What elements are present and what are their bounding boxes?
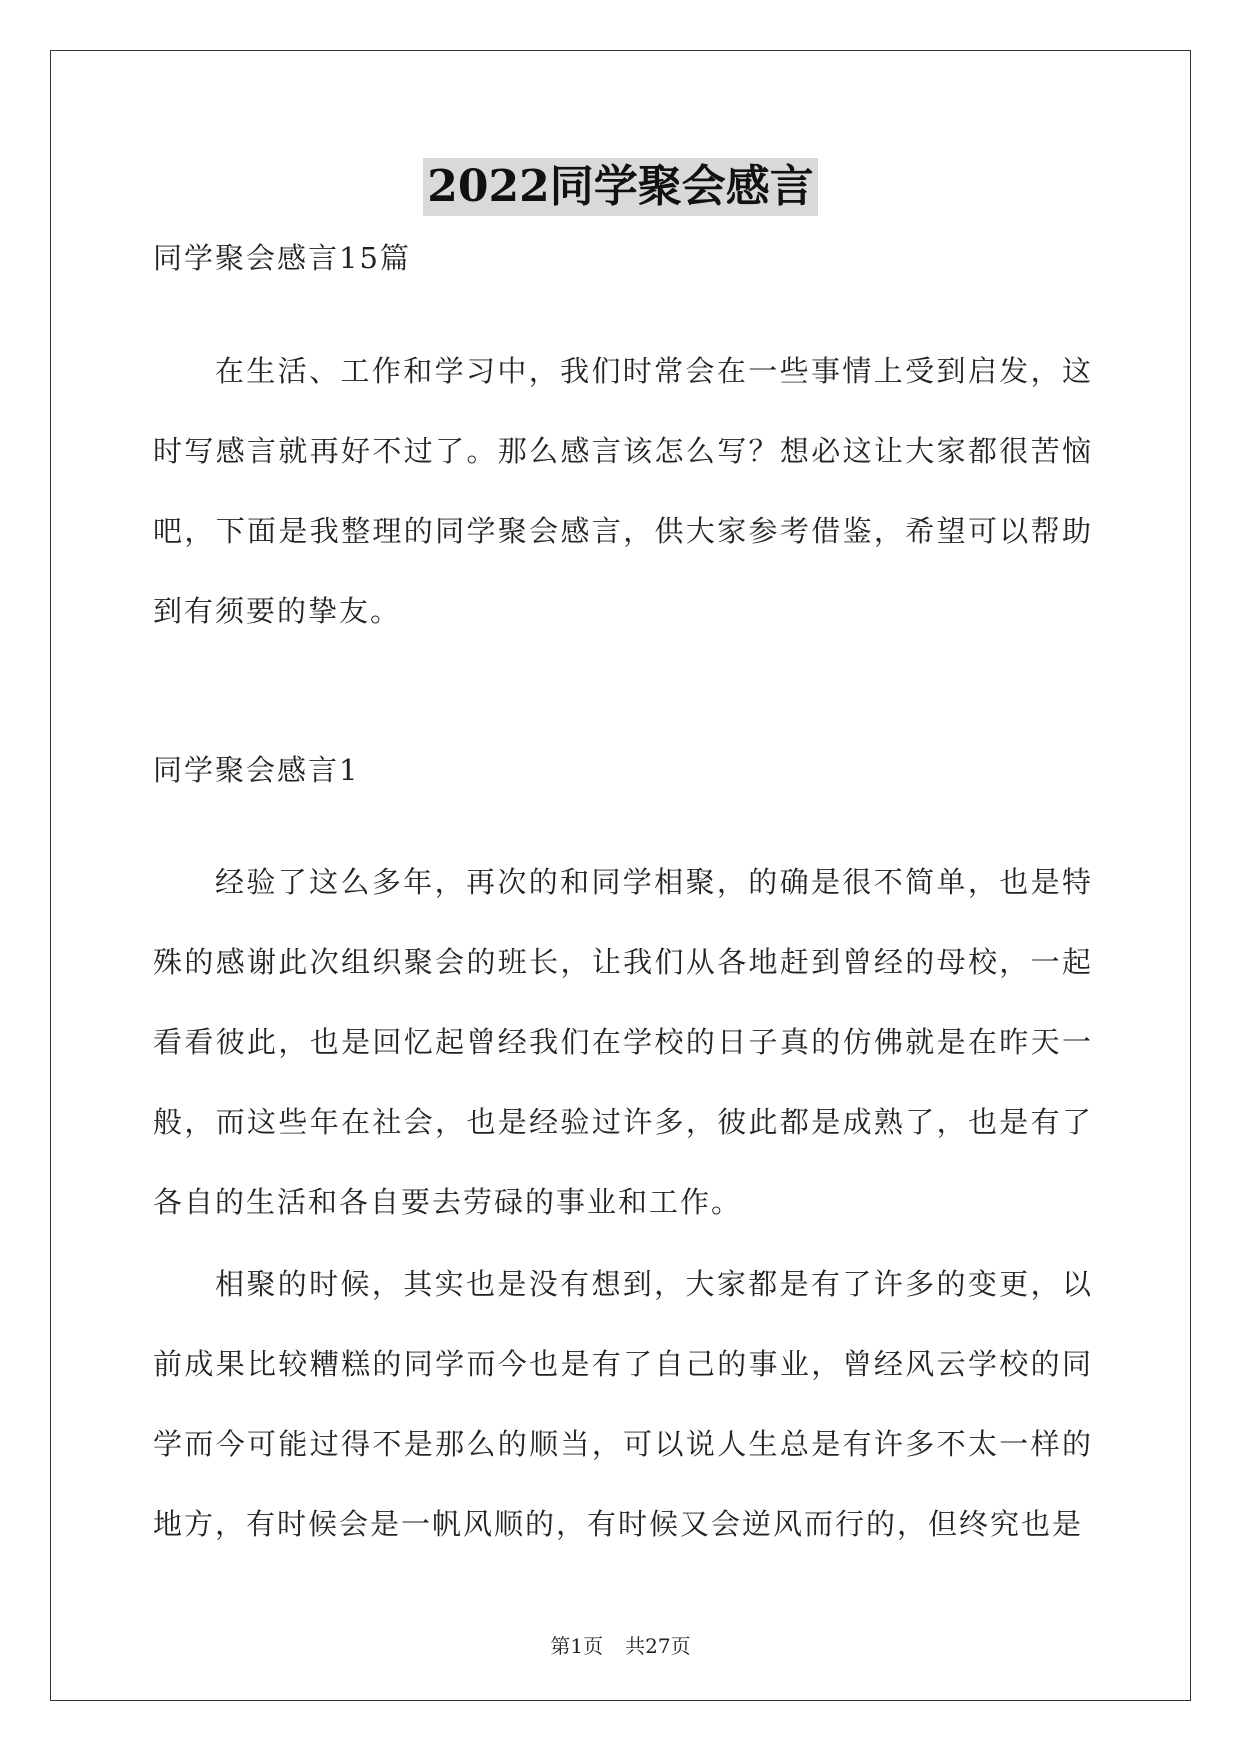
page-total: 共27页: [625, 1634, 691, 1658]
body-paragraph-2: 相聚的时候，其实也是没有想到，大家都是有了许多的变更，以前成果比较糟糕的同学而今也是有了自己的事业，曾经风云学校的同学而今可能过得不是那么的顺当，可以说人生总是有许多不太一样的地方，有时候会是一帆风顺的，有时候又会逆风而行的，但终究也是: [153, 1267, 1093, 1541]
document-subtitle: 同学聚会感言15篇: [153, 241, 411, 275]
section-heading: 同学聚会感言1: [153, 753, 360, 787]
document-title: 2022同学聚会感言: [423, 158, 817, 216]
intro-paragraph: 在生活、工作和学习中，我们时常会在一些事情上受到启发，这时写感言就再好不过了。那么感言该怎么写？想必这让大家都很苦恼吧，下面是我整理的同学聚会感言，供大家参考借鉴，希望可以帮助到有须要的挚友。: [153, 354, 1093, 628]
page-footer: [0, 1630, 1241, 1659]
page-number: 第1页: [550, 1634, 604, 1658]
title-container: [0, 158, 1241, 216]
body-paragraph-1: 经验了这么多年，再次的和同学相聚，的确是很不简单，也是特殊的感谢此次组织聚会的班长，让我们从各地赶到曾经的母校，一起看看彼此，也是回忆起曾经我们在学校的日子真的仿佛就是在昨天一般，而这些年在社会，也是经验过许多，彼此都是成熟了，也是有了各自的生活和各自要去劳碌的事业和工作。: [153, 865, 1093, 1219]
